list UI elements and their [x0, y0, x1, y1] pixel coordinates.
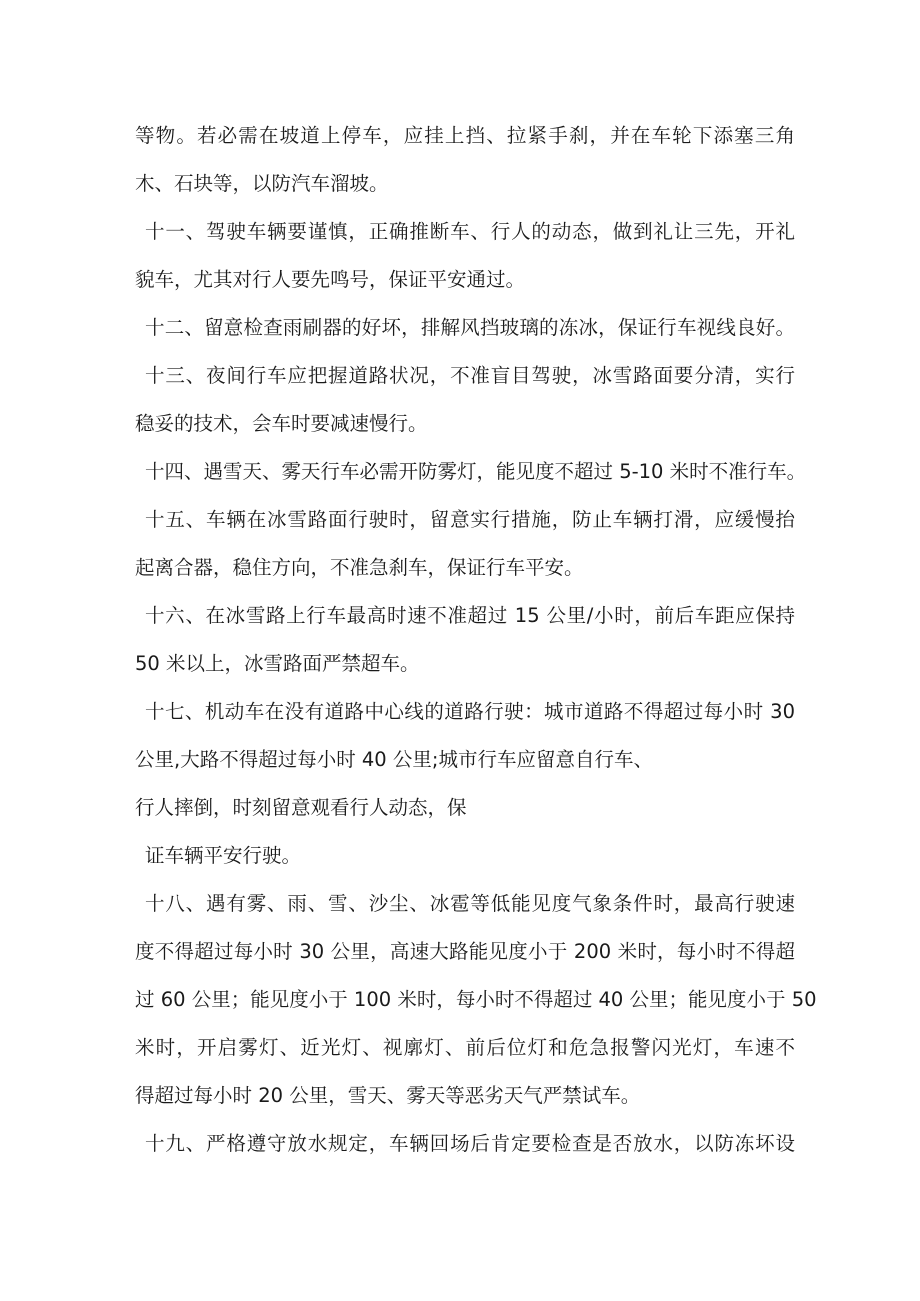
text-line: 十四、遇雪天、雾天行车必需开防雾灯，能见度不超过 5-10 米时不准行车。 — [145, 460, 807, 483]
text-line: 米时，开启雾灯、近光灯、视廓灯、前后位灯和危急报警闪光灯，车速不 — [135, 1036, 795, 1059]
text-line: 证车辆平安行驶。 — [145, 844, 302, 867]
text-line: 十六、在冰雪路上行车最高时速不准超过 15 公里/小时，前后车距应保持 — [145, 604, 795, 627]
text-line: 过 60 公里；能见度小于 100 米时，每小时不得超过 40 公里；能见度小于 50 — [135, 988, 817, 1011]
text-line: 得超过每小时 20 公里，雪天、雾天等恶劣天气严禁试车。 — [135, 1084, 641, 1107]
text-line: 十七、机动车在没有道路中心线的道路行驶：城市道路不得超过每小时 30 — [145, 700, 795, 723]
text-line: 十九、严格遵守放水规定，车辆回场后肯定要检查是否放水，以防冻坏设 — [145, 1132, 795, 1155]
text-line: 行人摔倒，时刻留意观看行人动态，保 — [135, 796, 467, 819]
text-line: 十五、车辆在冰雪路面行驶时，留意实行措施，防止车辆打滑，应缓慢抬 — [145, 508, 795, 531]
text-line: 起离合器，稳住方向，不准急刹车，保证行车平安。 — [135, 556, 584, 579]
text-line: 十八、遇有雾、雨、雪、沙尘、冰雹等低能见度气象条件时，最高行驶速 — [145, 892, 795, 915]
text-line: 貌车，尤其对行人要先鸣号，保证平安通过。 — [135, 268, 526, 291]
text-line: 度不得超过每小时 30 公里，高速大路能见度小于 200 米时，每小时不得超 — [135, 940, 795, 963]
text-line: 十二、留意检查雨刷器的好坏，排解风挡玻璃的冻冰，保证行车视线良好。 — [145, 316, 795, 339]
text-line: 木、石块等，以防汽车溜坡。 — [135, 172, 389, 195]
text-line: 公里,大路不得超过每小时 40 公里;城市行车应留意自行车、 — [135, 748, 653, 771]
text-line: 50 米以上，冰雪路面严禁超车。 — [135, 652, 420, 675]
text-line: 十三、夜间行车应把握道路状况，不准盲目驾驶，冰雪路面要分清，实行 — [145, 364, 795, 387]
text-line: 等物。若必需在坡道上停车，应挂上挡、拉紧手刹，并在车轮下添塞三角 — [135, 124, 795, 147]
text-line: 稳妥的技术，会车时要减速慢行。 — [135, 412, 428, 435]
text-line: 十一、驾驶车辆要谨慎，正确推断车、行人的动态，做到礼让三先，开礼 — [145, 220, 795, 243]
